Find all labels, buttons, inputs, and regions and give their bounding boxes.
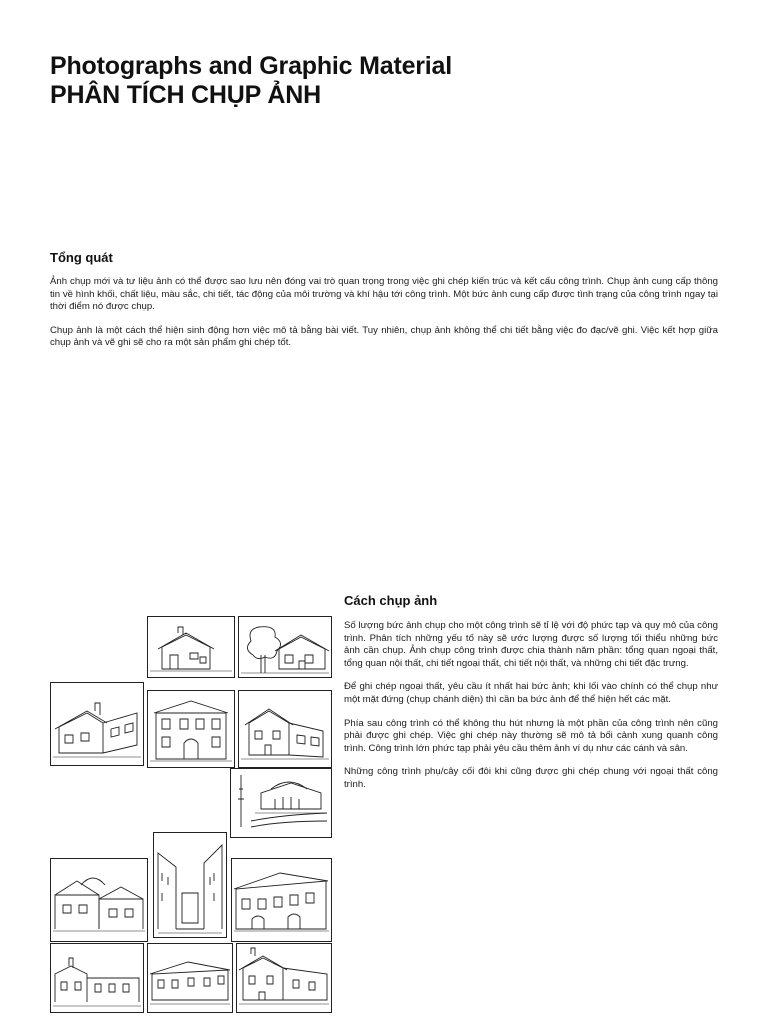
method-heading: Cách chụp ảnh: [344, 593, 438, 608]
method-paragraph: Những công trình phụ/cây cối đôi khi cũng được ghi chép chung với ngoại thất công trình.: [344, 766, 718, 790]
method-section: [344, 620, 718, 803]
sketch-collage: [50, 610, 330, 1020]
house-with-tree-sketch-icon: [238, 616, 332, 678]
page-title-vietnamese: PHÂN TÍCH CHỤP ẢNH: [50, 81, 321, 109]
overview-section: [50, 276, 718, 361]
overview-heading: Tổng quát: [50, 250, 113, 265]
house-front-sketch-icon: [147, 616, 235, 678]
page-title-english: Photographs and Graphic Material: [50, 52, 452, 80]
terrace-building-sketch-icon: [50, 943, 144, 1013]
long-building-sketch-icon: [153, 832, 227, 938]
page-title: [50, 52, 452, 110]
manor-facade-sketch-icon: [147, 690, 235, 768]
overview-paragraph: Chụp ảnh là một cách thể hiện sinh động hơn việc mô tả bằng bài viết. Tuy nhiên, chụp ảnh không thể chi tiết bằng việc đo đạc/vẽ ghi. Việc kết hợp giữa chụp ảnh và vẽ ghi sẽ cho ra một sản phẩm ghi chép tốt.: [50, 324, 718, 349]
village-building-sketch-icon: [231, 858, 332, 942]
method-paragraph: Phía sau công trình có thể không thu hút nhưng là một phần của công trình nên cũng phải được ghi chép. Việc ghi chép này thường sẽ mô tả bối cảnh xung quanh công trình. Công trình lớn phức tạp phải yêu cầu thêm ảnh ví dụ như các cánh và sân.: [344, 717, 718, 754]
square-building-sketch-icon: [147, 943, 233, 1013]
overview-paragraph: Ảnh chụp mới và tư liệu ảnh có thể được sao lưu nên đóng vai trò quan trọng trong việc ghi chép kiến trúc và kết cấu công trình. Chụp ảnh cung cấp thông tin về hình khối, chất liệu, màu sắc, chi tiết, tác động của môi trường và khí hậu tới công trình. Một bức ảnh cung cấp được tình trạng của công trình ngay tại thời điểm nó được chụp.: [50, 276, 718, 313]
domed-building-sketch-icon: [230, 768, 332, 838]
house-perspective-left-sketch-icon: [50, 682, 144, 766]
method-paragraph: Để ghi chép ngoại thất, yêu cầu ít nhất hai bức ảnh; khi lối vào chính có thể chụp như một mặt đứng (chụp chánh diện) thì cần ba bức ảnh để thể hiện hết các mặt.: [344, 681, 718, 705]
method-paragraph: Số lượng bức ảnh chụp cho một công trình sẽ tỉ lệ với độ phức tạp và quy mô của công trình. Phân tích những yếu tố này sẽ ước lượng được số lượng tối thiểu những bức ảnh cần chụp. Ảnh chụp công trình được chia thành năm phần: tổng quan ngoại thất, tổng quan nội thất, chi tiết ngoại thất, chi tiết nội thất, và những chi tiết đặc trưng.: [344, 620, 718, 669]
street-view-sketch-icon: [50, 858, 148, 942]
house-detail-sketch-icon: [236, 943, 332, 1013]
house-perspective-right-sketch-icon: [238, 690, 332, 768]
